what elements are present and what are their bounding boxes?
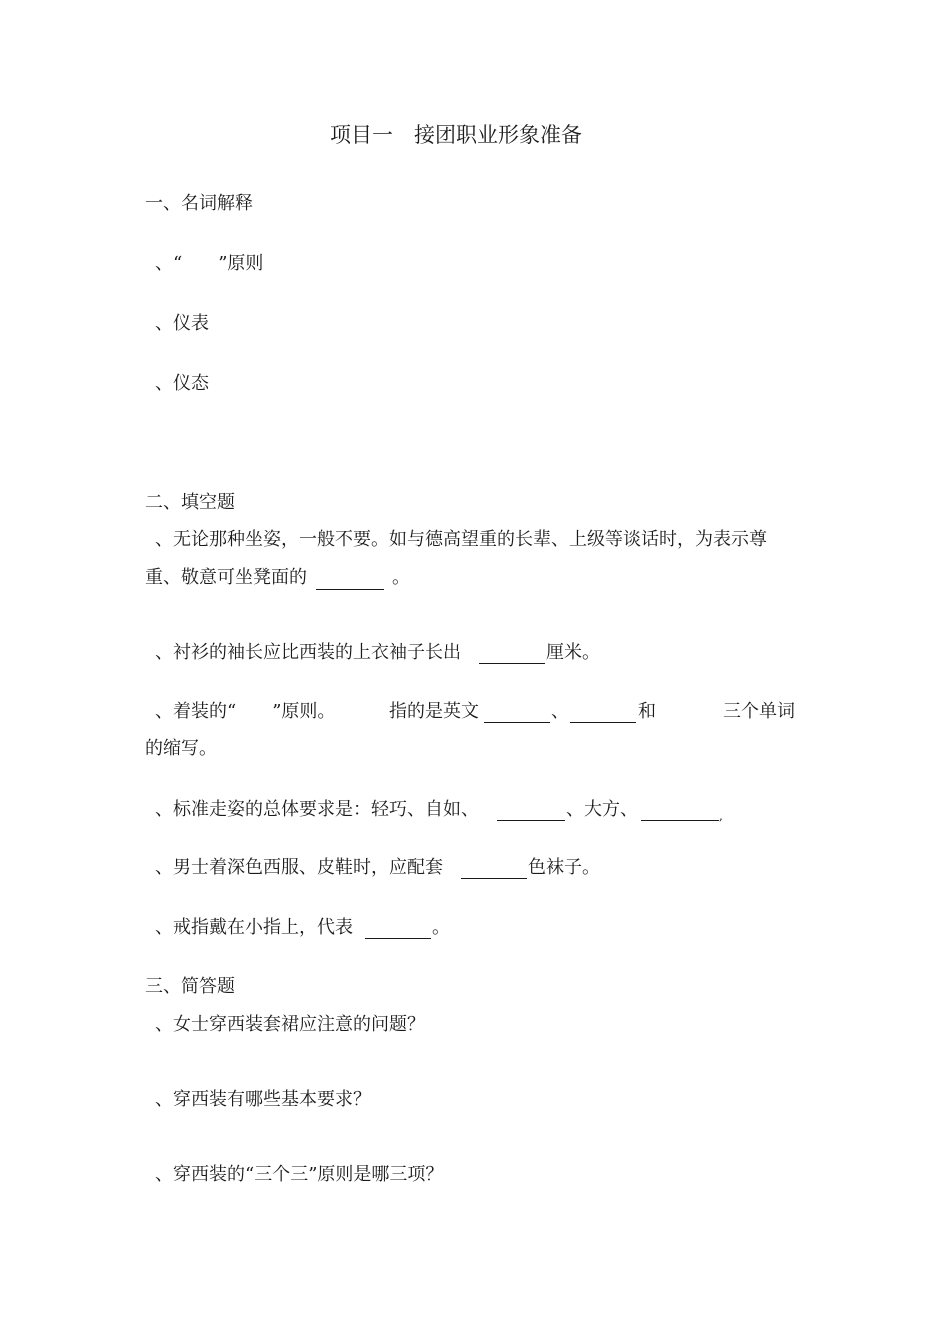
fill-question-1-line-2: 重、敬意可坐凳面的 [145,567,307,588]
answer-blank-2 [479,663,545,664]
fill-question-2-end: 厘米。 [546,642,600,663]
fill-question-3-line-2: 的缩写。 [145,738,217,759]
fill-question-3-part-2: 指的是英文 [389,701,479,722]
short-answer-question-3: 、穿西装的“三个三”原则是哪三项？ [155,1164,444,1185]
fill-question-3-sep: 、 [551,701,569,722]
section-heading-terms: 一、名词解释 [145,193,253,214]
page-title: 项目一 接团职业形象准备 [330,123,582,147]
fill-question-1-line-1: 、无论那种坐姿，一般不要。如与德高望重的长辈、上级等谈话时，为表示尊 [155,529,767,550]
answer-blank-3b [570,722,636,723]
answer-blank-1 [316,589,384,590]
fill-question-5-end: 色袜子。 [528,857,600,878]
term-item-2: 、仪表 [155,313,209,334]
answer-blank-4a [497,820,565,821]
fill-question-3: 、着装的“ ”原则。 [155,701,336,722]
fill-question-6-end: 。 [432,917,450,938]
section-heading-short-answer: 三、简答题 [145,976,235,997]
fill-question-3-and: 和 [638,701,656,722]
short-answer-question-2: 、穿西装有哪些基本要求？ [155,1089,371,1110]
fill-question-2: 、衬衫的袖长应比西装的上衣袖子长出 [155,642,461,663]
section-heading-fill-blank: 二、填空题 [145,492,235,513]
answer-blank-5 [461,878,527,879]
term-item-3: 、仪态 [155,373,209,394]
short-answer-question-1: 、女士穿西装套裙应注意的问题？ [155,1014,425,1035]
fill-question-3-words: 三个单词 [723,701,795,722]
fill-question-6: 、戒指戴在小指上，代表 [155,917,353,938]
answer-blank-6 [365,938,431,939]
fill-question-4-mid: 、大方、 [566,799,638,820]
fill-question-5: 、男士着深色西服、皮鞋时，应配套 [155,857,443,878]
fill-question-4: 、标准走姿的总体要求是：轻巧、自如、 [155,799,479,820]
answer-blank-3a [484,722,550,723]
term-item-1: 、“ ”原则 [155,253,264,274]
fill-question-4-end: , [719,809,723,823]
answer-blank-4b [641,820,719,821]
fill-question-1-end: 。 [392,567,410,588]
